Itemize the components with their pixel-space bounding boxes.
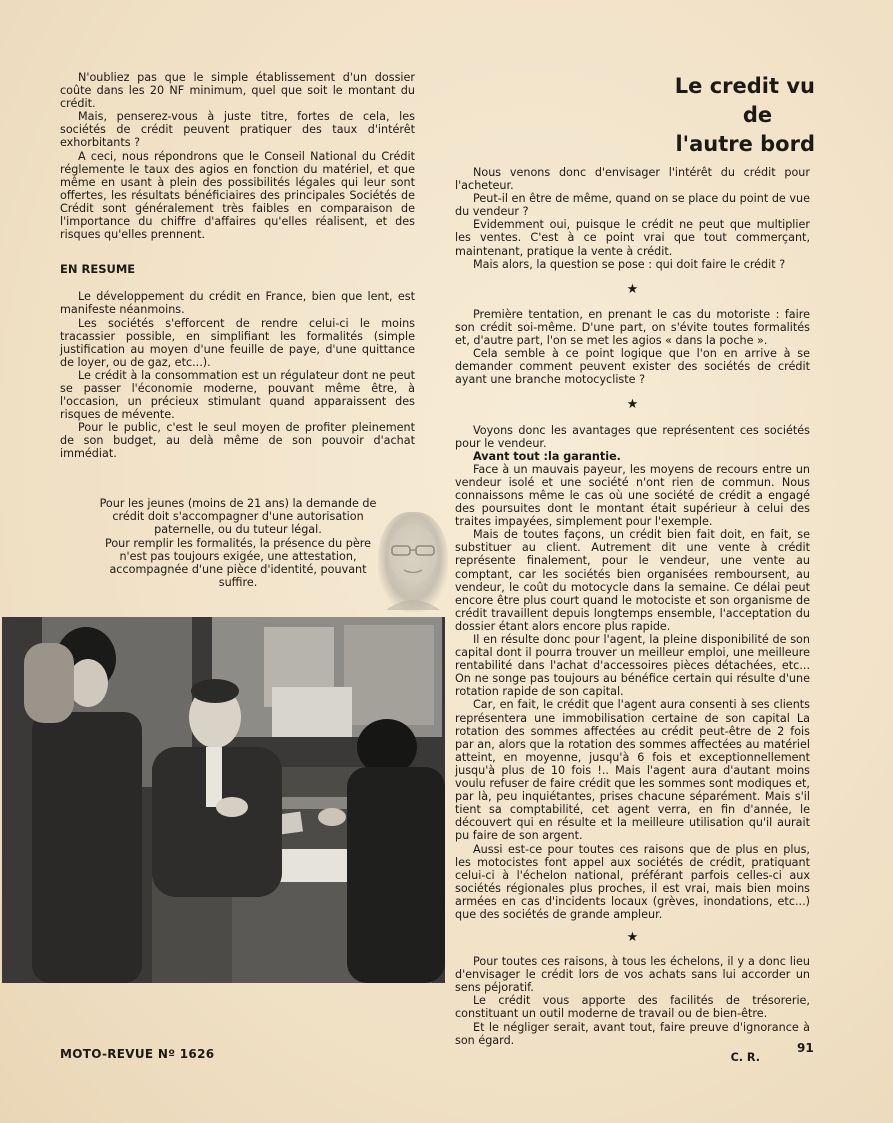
title-line-2: de — [742, 103, 773, 127]
author-signature: C. R. — [730, 1050, 760, 1064]
paragraph: Evidemment oui, puisque le crédit ne peut que multiplier les ventes. C'est à ce point vrai que tout commerçant, maintenant, pratique la vente à crédit. — [455, 218, 810, 258]
paragraph: Face à un mauvais payeur, les moyens de recours entre un vendeur isolé et une société n'ont rien de commun. Nous connaissons même le cas où une société de crédit a engagé des poursuites dont le montant était supérieur à celui des traites impayées, simplement pour l'exemple. — [455, 462, 810, 529]
paragraph: Pour le public, c'est le seul moyen de profiter pleinement de son budget, au delà même de son pouvoir d'achat immédiat. — [60, 421, 415, 461]
caption-line: Pour les jeunes (moins de 21 ans) la demande de crédit doit s'accompagner d'une autorisation paternelle, ou du tuteur légal. — [99, 497, 377, 537]
paragraph: Car, en fait, le crédit que l'agent aura consenti à ses clients représentera une immobilisation certaine de son capital La rotation des sommes affectées au crédit peut-être de 2 fois par an, alors que la rotation des sommes affectées au matériel atteint, en moyenne, jusqu'à 6 fois et exceptionnellement jusqu'à plus de 10 fois !.. Mais l'agent aura d'autant moins voulu refuser de faire crédit que les sommes sont modiques et, par là, peu inquiétantes, prises chacune séparément. Mais s'il tient sa comptabilité, cet agent verra, en fin d'année, le découvert qui en résulte et la meilleure utilisation qu'il aurait pu faire de son argent. — [455, 698, 810, 843]
paragraph: N'oubliez pas que le simple établissement d'un dossier coûte dans les 20 NF minimum, quel que soit le montant du crédit. — [60, 71, 415, 111]
portrait-icon — [378, 512, 448, 612]
title-line-3: l'autre bord — [675, 132, 815, 156]
paragraph: Il en résulte donc pour l'agent, la pleine disponibilité de son capital dont il pourra trouver un meilleur emploi, une meilleure rentabilité dans l'achat d'accessoires pièces détachées, etc... On ne songe pas toujours au bénéfice certain qui résulte d'une rotation rapide de son capital. — [455, 633, 810, 699]
photo-caption — [96, 497, 380, 589]
shop-photo — [2, 617, 445, 983]
paragraph: Voyons donc les avantages que représentent ces sociétés pour le vendeur. — [455, 423, 810, 450]
paragraph: Mais alors, la question se pose : qui doit faire le crédit ? — [473, 257, 786, 271]
paragraph: Mais, penserez-vous à juste titre, fortes de cela, les sociétés de crédit peuvent pratiquer des taux d'intérêt exhorbitants ? — [60, 110, 415, 150]
paragraph: Mais de toutes façons, un crédit bien fait doit, en fait, se substituer au client. Autrement dit une vente à crédit représente finalement, pour le vendeur, une vente au comptant, car les sociétés bien organisées remboursent, au vendeur, le coût du motocycle dans la semaine. Ce délai peut encore être plus court quand le motociste et son organisme de crédit travaillent depuis longtemps ensemble, l'acceptation du dossier étant alors encore plus rapide. — [455, 528, 810, 633]
paragraph: Et le négliger serait, avant tout, faire preuve d'ignorance à son égard. — [455, 1020, 810, 1047]
magazine-footer: MOTO-REVUE Nº 1626 — [60, 1047, 215, 1061]
right-column — [455, 166, 810, 1064]
paragraph: Avant tout :la garantie. — [473, 449, 621, 463]
article-title — [660, 72, 815, 159]
star-separator: ★ — [626, 397, 639, 413]
paragraph: A ceci, nous répondrons que le Conseil National du Crédit réglemente le taux des agios en fonction du matériel, et que même en usant à plein des possibilités légales qui leur sont offertes, les résultats bénéficiaires des principales Sociétés de Crédit sont généralement très faibles en comparaison de l'importance du chiffre d'affaires qu'elles réalisent, et des risques qu'elles prennent. — [60, 149, 415, 242]
page-number: 91 — [797, 1041, 814, 1055]
title-line-1: Le credit vu — [674, 74, 815, 98]
paragraph: Le développement du crédit en France, bien que lent, est manifeste néanmoins. — [60, 290, 415, 317]
left-column — [60, 71, 415, 461]
paragraph: Les sociétés s'efforcent de rendre celui-ci le moins tracassier possible, en simplifiant les formalités (simple justification au moyen d'une feuille de paye, d'une quittance de loyer, ou de gaz, etc...). — [60, 316, 415, 369]
star-separator: ★ — [626, 281, 639, 297]
section-heading: EN RESUME — [60, 262, 136, 277]
author-portrait-image — [378, 512, 448, 612]
star-separator: ★ — [626, 930, 639, 946]
paragraph: Cela semble à ce point logique que l'on en arrive à se demander comment peuvent exister des sociétés de crédit ayant une branche motocycliste ? — [455, 347, 810, 387]
photo-illustration — [2, 617, 445, 983]
paragraph: Le crédit vous apporte des facilités de trésorerie, constituant un outil moderne de travail ou de bien-être. — [455, 994, 810, 1021]
paragraph: Le crédit à la consommation est un régulateur dont ne peut se passer l'économie moderne, pouvant même être, à l'occasion, un précieux stimulant quand apparaissent des risques de mévente. — [60, 368, 415, 422]
paragraph: Aussi est-ce pour toutes ces raisons que de plus en plus, les motocistes font appel aux sociétés de crédit, pratiquant celui-ci à l'échelon national, préférant parfois celles-ci aux sociétés régionales plus proches, il est vrai, mais bien moins armées en cas d'incidents locaux (grèves, inondations, etc...) que des sociétés de grande ampleur. — [455, 842, 810, 921]
paragraph: Peut-il en être de même, quand on se place du point de vue du vendeur ? — [455, 192, 810, 219]
paragraph: Nous venons donc d'envisager l'intérêt du crédit pour l'acheteur. — [455, 166, 810, 193]
caption-line: Pour remplir les formalités, la présence du père n'est pas toujours exigée, une attestation, accompagnée d'une pièce d'identité, pouvant suffire. — [104, 536, 371, 590]
paragraph: Pour toutes ces raisons, à tous les échelons, il y a donc lieu d'envisager le crédit lors de vos achats sans lui accorder un sens péjoratif. — [455, 955, 810, 995]
paragraph: Première tentation, en prenant le cas du motoriste : faire son crédit soi-même. D'une part, on s'évite toutes formalités et, d'autre part, l'on se met les agios « dans la poche ». — [455, 307, 810, 348]
